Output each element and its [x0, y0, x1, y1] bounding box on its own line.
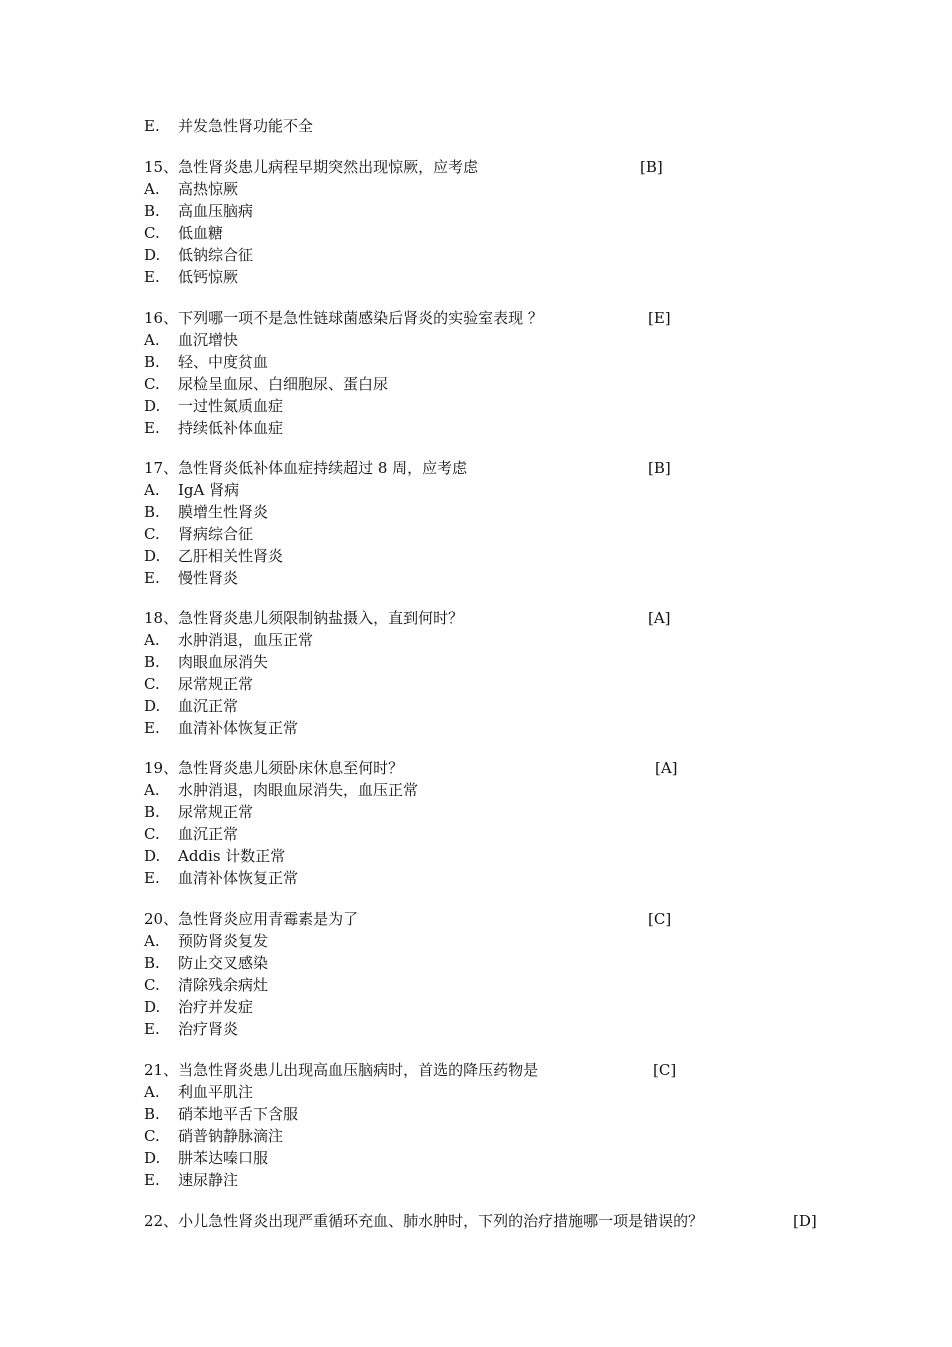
answer-option — [144, 179, 238, 199]
option-letter: A. — [144, 631, 160, 649]
answer-option — [144, 1148, 268, 1168]
option-text: 低血糖 — [178, 224, 224, 242]
option-text: 血沉正常 — [178, 825, 239, 843]
option-letter: D. — [144, 998, 161, 1016]
option-text: 低钠综合征 — [178, 246, 254, 264]
question-stem: 21、当急性肾炎患儿出现高血压脑病时，首选的降压药物是 — [144, 1061, 539, 1079]
option-letter: E. — [144, 1020, 160, 1038]
option-text: 尿常规正常 — [178, 675, 254, 693]
option-text: 利血平肌注 — [178, 1083, 254, 1101]
answer-option — [144, 1019, 238, 1039]
option-letter: E. — [144, 419, 160, 437]
question-stem: 17、急性肾炎低补体血症持续超过 8 周，应考虑 — [144, 459, 468, 477]
option-letter: C. — [144, 375, 160, 393]
answer-key: [B] — [640, 158, 663, 176]
answer-option — [144, 418, 283, 438]
answer-key: [C] — [648, 910, 672, 928]
option-letter: E. — [144, 569, 160, 587]
option-text: 尿常规正常 — [178, 803, 254, 821]
answer-option — [144, 1170, 238, 1190]
option-text: IgA 肾病 — [178, 481, 240, 499]
answer-option — [144, 1104, 298, 1124]
answer-option — [144, 352, 268, 372]
answer-option — [144, 374, 388, 394]
answer-key: [C] — [653, 1061, 677, 1079]
answer-option — [144, 652, 268, 672]
option-letter: C. — [144, 1127, 160, 1145]
option-letter: A. — [144, 180, 160, 198]
option-text: 高血压脑病 — [178, 202, 254, 220]
option-text: 尿检呈血尿、白细胞尿、蛋白尿 — [178, 375, 389, 393]
option-text: 预防肾炎复发 — [178, 932, 269, 950]
answer-option — [144, 201, 253, 221]
answer-option — [144, 1082, 253, 1102]
question-stem: 20、急性肾炎应用青霉素是为了 — [144, 910, 359, 928]
option-letter: D. — [144, 847, 161, 865]
option-text: 乙肝相关性肾炎 — [178, 547, 284, 565]
option-text: 一过性氮质血症 — [178, 397, 284, 415]
option-letter: D. — [144, 246, 161, 264]
option-text: 慢性肾炎 — [178, 569, 239, 587]
option-letter: C. — [144, 825, 160, 843]
option-letter: D. — [144, 547, 161, 565]
answer-option — [144, 868, 298, 888]
answer-option — [144, 267, 238, 287]
answer-option — [144, 780, 418, 800]
answer-key: [A] — [655, 759, 678, 777]
option-letter: A. — [144, 331, 160, 349]
answer-key: [A] — [648, 609, 671, 627]
option-text: 血清补体恢复正常 — [178, 869, 299, 887]
question-stem: 19、急性肾炎患儿须卧床休息至何时？ — [144, 759, 404, 777]
answer-option — [144, 396, 283, 416]
option-text: 血沉增快 — [178, 331, 239, 349]
answer-option — [144, 568, 238, 588]
option-text: 持续低补体血症 — [178, 419, 284, 437]
option-letter: C. — [144, 976, 160, 994]
question-stem: 22、小儿急性肾炎出现严重循环充血、肺水肿时，下列的治疗措施哪一项是错误的？ — [144, 1212, 704, 1230]
option-letter: B. — [144, 954, 160, 972]
option-letter: B. — [144, 353, 160, 371]
option-letter: C. — [144, 224, 160, 242]
option-letter: B. — [144, 653, 160, 671]
option-text: Addis 计数正常 — [178, 847, 286, 865]
answer-option — [144, 223, 223, 243]
option-letter: A. — [144, 781, 160, 799]
answer-option — [144, 824, 238, 844]
option-text: 肾病综合征 — [178, 525, 254, 543]
option-letter: A. — [144, 932, 160, 950]
option-letter: E. — [144, 117, 160, 135]
option-letter: B. — [144, 1105, 160, 1123]
question-stem: 18、急性肾炎患儿须限制钠盐摄入，直到何时？ — [144, 609, 464, 627]
option-letter: B. — [144, 503, 160, 521]
option-text: 清除残余病灶 — [178, 976, 269, 994]
option-text: 治疗肾炎 — [178, 1020, 239, 1038]
option-letter: E. — [144, 719, 160, 737]
answer-option — [144, 546, 283, 566]
answer-option — [144, 846, 285, 866]
answer-option — [144, 480, 239, 500]
answer-option — [144, 502, 268, 522]
option-text: 硝普钠静脉滴注 — [178, 1127, 284, 1145]
option-letter: B. — [144, 803, 160, 821]
option-text: 防止交叉感染 — [178, 954, 269, 972]
option-text: 水肿消退，肉眼血尿消失，血压正常 — [178, 781, 419, 799]
answer-key: [D] — [793, 1212, 817, 1230]
answer-key: [B] — [648, 459, 671, 477]
answer-option — [144, 931, 268, 951]
option-text: 血清补体恢复正常 — [178, 719, 299, 737]
option-letter: D. — [144, 1149, 161, 1167]
option-text: 肼苯达嗪口服 — [178, 1149, 269, 1167]
answer-option — [144, 718, 298, 738]
option-letter: E. — [144, 1171, 160, 1189]
option-letter: D. — [144, 697, 161, 715]
answer-option — [144, 1126, 283, 1146]
answer-option — [144, 330, 238, 350]
answer-option — [144, 802, 253, 822]
option-text: 低钙惊厥 — [178, 268, 239, 286]
option-letter: B. — [144, 202, 160, 220]
answer-option — [144, 953, 268, 973]
option-letter: A. — [144, 481, 160, 499]
answer-key: [E] — [648, 309, 671, 327]
option-text: 硝苯地平舌下含服 — [178, 1105, 299, 1123]
option-letter: A. — [144, 1083, 160, 1101]
option-letter: E. — [144, 869, 160, 887]
option-text: 高热惊厥 — [178, 180, 239, 198]
option-letter: C. — [144, 675, 160, 693]
previous-question-tail-option — [144, 116, 313, 136]
option-letter: C. — [144, 525, 160, 543]
option-letter: D. — [144, 397, 161, 415]
option-text: 肉眼血尿消失 — [178, 653, 269, 671]
option-letter: E. — [144, 268, 160, 286]
option-text: 速尿静注 — [178, 1171, 239, 1189]
answer-option — [144, 696, 238, 716]
option-text: 并发急性肾功能不全 — [178, 117, 314, 135]
option-text: 血沉正常 — [178, 697, 239, 715]
option-text: 水肿消退，血压正常 — [178, 631, 314, 649]
option-text: 膜增生性肾炎 — [178, 503, 269, 521]
option-text: 治疗并发症 — [178, 998, 254, 1016]
answer-option — [144, 975, 268, 995]
answer-option — [144, 524, 253, 544]
option-text: 轻、中度贫血 — [178, 353, 269, 371]
answer-option — [144, 630, 313, 650]
answer-option — [144, 674, 253, 694]
question-stem: 16、下列哪一项不是急性链球菌感染后肾炎的实验室表现 ？ — [144, 309, 543, 327]
answer-option — [144, 245, 253, 265]
answer-option — [144, 997, 253, 1017]
question-stem: 15、急性肾炎患儿病程早期突然出现惊厥，应考虑 — [144, 158, 479, 176]
